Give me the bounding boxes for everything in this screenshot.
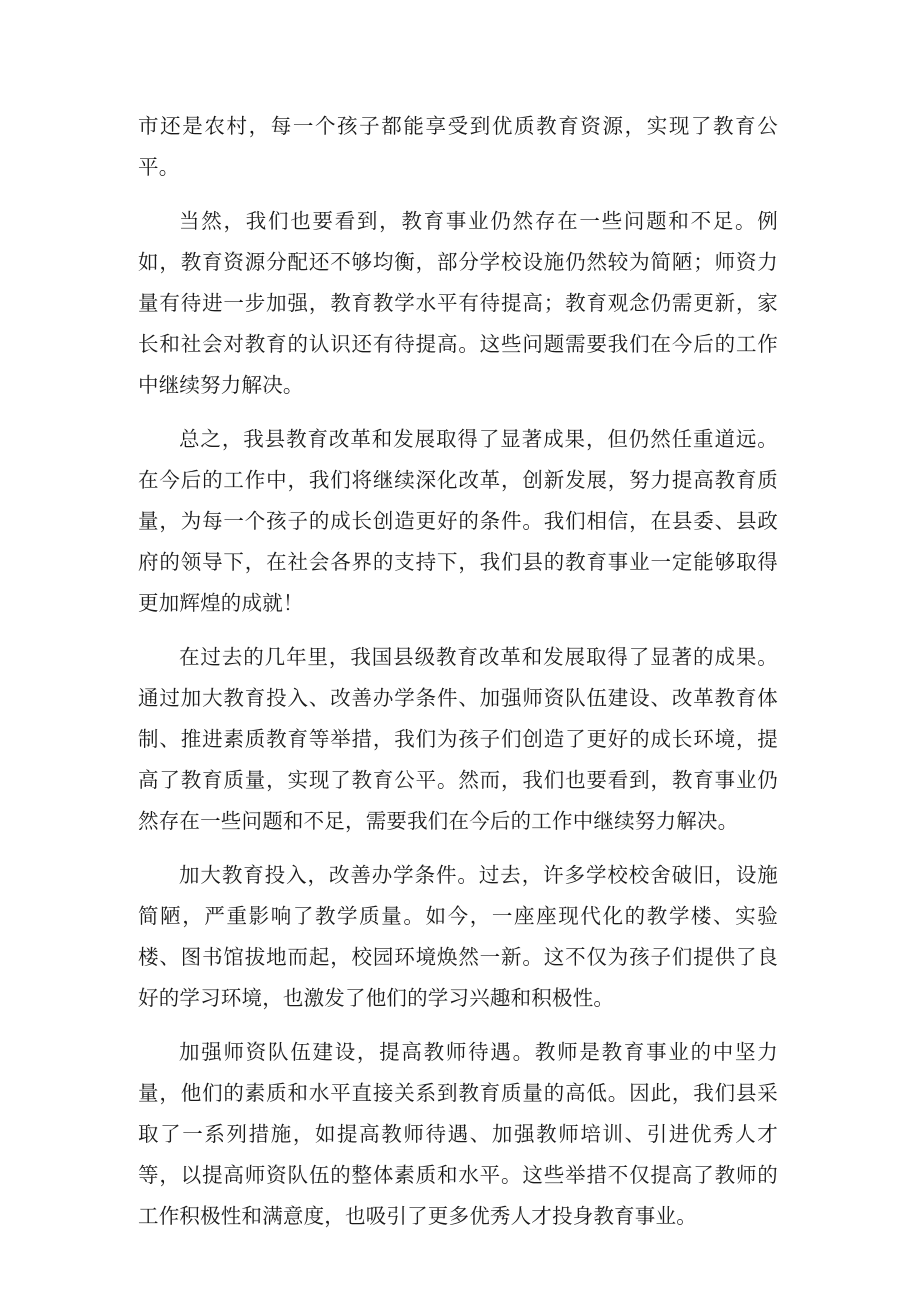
paragraph: 在过去的几年里，我国县级教育改革和发展取得了显著的成果。通过加大教育投入、改善办学条件、加强师资队伍建设、改革教育体制、推进素质教育等举措，我们为孩子们创造了更好的成长环境，提高了教育质量，实现了教育公平。然而，我们也要看到，教育事业仍然存在一些问题和不足，需要我们在今后的工作中继续努力解决。 [138, 645, 778, 833]
paragraph: 加大教育投入，改善办学条件。过去，许多学校校舍破旧，设施简陋，严重影响了教学质量。如今，一座座现代化的教学楼、实验楼、图书馆拔地而起，校园环境焕然一新。这不仅为孩子们提供了良好的学习环境，也激发了他们的学习兴趣和积极性。 [138, 863, 778, 1010]
document-body [138, 106, 778, 1250]
paragraph: 加强师资队伍建设，提高教师待遇。教师是教育事业的中坚力量，他们的素质和水平直接关系到教育质量的高低。因此，我们县采取了一系列措施，如提高教师待遇、加强教师培训、引进优秀人才等，以提高师资队伍的整体素质和水平。这些举措不仅提高了教师的工作积极性和满意度，也吸引了更多优秀人才投身教育事业。 [138, 1040, 778, 1228]
paragraph: 当然，我们也要看到，教育事业仍然存在一些问题和不足。例如，教育资源分配还不够均衡，部分学校设施仍然较为简陋；师资力量有待进一步加强，教育教学水平有待提高；教育观念仍需更新，家长和社会对教育的认识还有待提高。这些问题需要我们在今后的工作中继续努力解决。 [138, 209, 778, 397]
paragraph-continued: 市还是农村，每一个孩子都能享受到优质教育资源，实现了教育公平。 [138, 114, 778, 179]
paragraph: 总之，我县教育改革和发展取得了显著成果，但仍然任重道远。在今后的工作中，我们将继续深化改革，创新发展，努力提高教育质量，为每一个孩子的成长创造更好的条件。我们相信，在县委、县政府的领导下，在社会各界的支持下，我们县的教育事业一定能够取得更加辉煌的成就！ [138, 427, 778, 615]
